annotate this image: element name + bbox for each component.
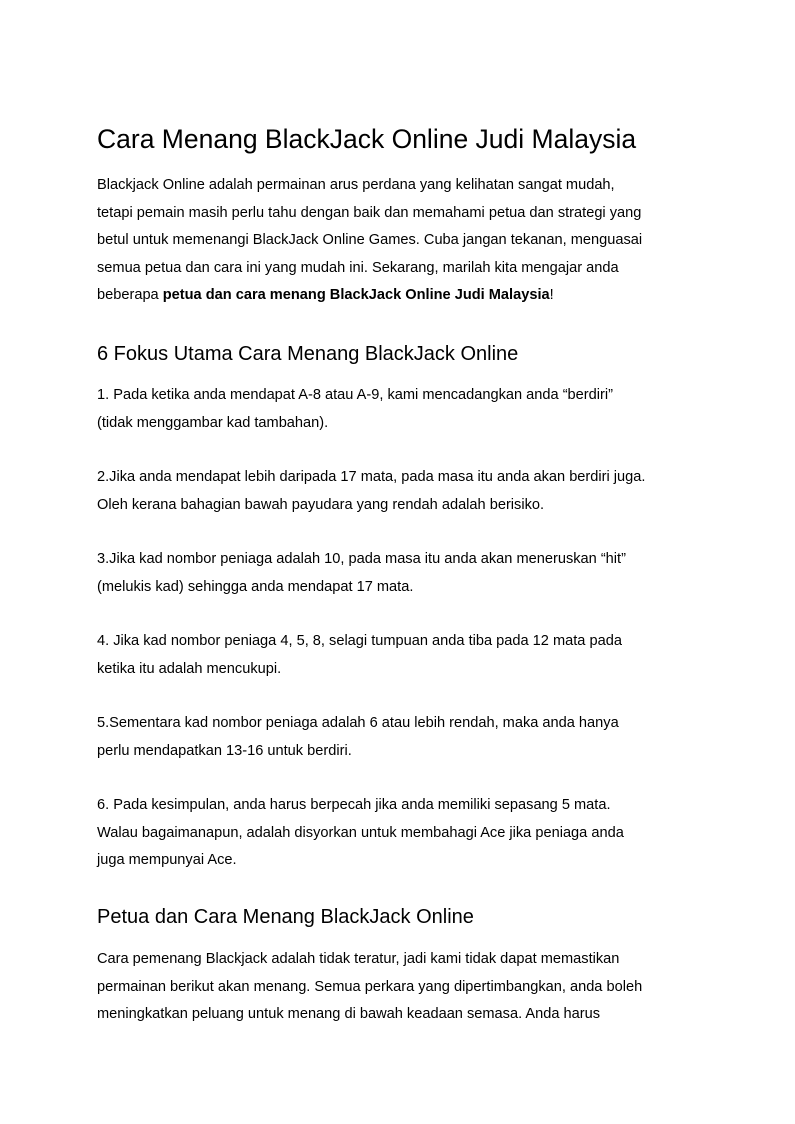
intro-paragraph [97, 172, 707, 310]
tip-paragraph-3 [97, 546, 707, 601]
tip-line: 3.Jika kad nombor peniaga adalah 10, pada masa itu anda akan meneruskan “hit” [97, 551, 626, 567]
tip-line: 4. Jika kad nombor peniaga 4, 5, 8, selagi tumpuan anda tiba pada 12 mata pada [97, 633, 622, 649]
body-line: permainan berikut akan menang. Semua perkara yang dipertimbangkan, anda boleh [97, 978, 643, 995]
tip-line: 2.Jika anda mendapat lebih daripada 17 mata, pada masa itu anda akan berdiri juga. [97, 469, 646, 485]
intro-text: ! [549, 287, 554, 303]
tips-paragraph [97, 946, 707, 1029]
intro-text: beberapa [97, 287, 163, 303]
tip-line: ketika itu adalah mencukupi. [97, 660, 282, 677]
tip-line: juga mempunyai Ace. [97, 852, 237, 868]
intro-bold-keyword: petua dan cara menang BlackJack Online Judi Malaysia [162, 287, 550, 303]
section-heading-focus: 6 Fokus Utama Cara Menang BlackJack Online [97, 343, 519, 365]
intro-line: tetapi pemain masih perlu tahu dengan baik dan memahami petua dan strategi yang [97, 204, 642, 221]
tip-paragraph-5 [97, 710, 707, 765]
tip-line: Oleh kerana bahagian bawah payudara yang rendah adalah berisiko. [97, 496, 545, 513]
tip-paragraph-4 [97, 628, 707, 683]
tip-paragraph-6 [97, 792, 707, 875]
tip-line: 5.Sementara kad nombor peniaga adalah 6 atau lebih rendah, maka anda hanya [97, 715, 619, 731]
intro-line-last [97, 282, 707, 310]
body-line: meningkatkan peluang untuk menang di bawah keadaan semasa. Anda harus [97, 1006, 601, 1022]
tip-line: (tidak menggambar kad tambahan). [97, 414, 329, 431]
tip-line: Walau bagaimanapun, adalah disyorkan untuk membahagi Ace jika peniaga anda [97, 824, 624, 841]
intro-line: betul untuk memenangi BlackJack Online Games. Cuba jangan tekanan, menguasai [97, 232, 643, 248]
tip-line: (melukis kad) sehingga anda mendapat 17 mata. [97, 578, 414, 595]
intro-line: Blackjack Online adalah permainan arus perdana yang kelihatan sangat mudah, [97, 177, 615, 193]
section-heading-tips: Petua dan Cara Menang BlackJack Online [97, 906, 474, 928]
body-line: Cara pemenang Blackjack adalah tidak teratur, jadi kami tidak dapat memastikan [97, 951, 620, 967]
tip-line: 6. Pada kesimpulan, anda harus berpecah jika anda memiliki sepasang 5 mata. [97, 797, 611, 813]
tip-line: 1. Pada ketika anda mendapat A-8 atau A-9, kami mencadangkan anda “berdiri” [97, 387, 613, 403]
page-title: Cara Menang BlackJack Online Judi Malaysia [97, 124, 637, 154]
tip-paragraph-1 [97, 382, 707, 437]
tip-paragraph-2 [97, 464, 707, 519]
intro-line: semua petua dan cara ini yang mudah ini. Sekarang, marilah kita mengajar anda [97, 259, 619, 276]
tip-line: perlu mendapatkan 13-16 untuk berdiri. [97, 742, 352, 759]
